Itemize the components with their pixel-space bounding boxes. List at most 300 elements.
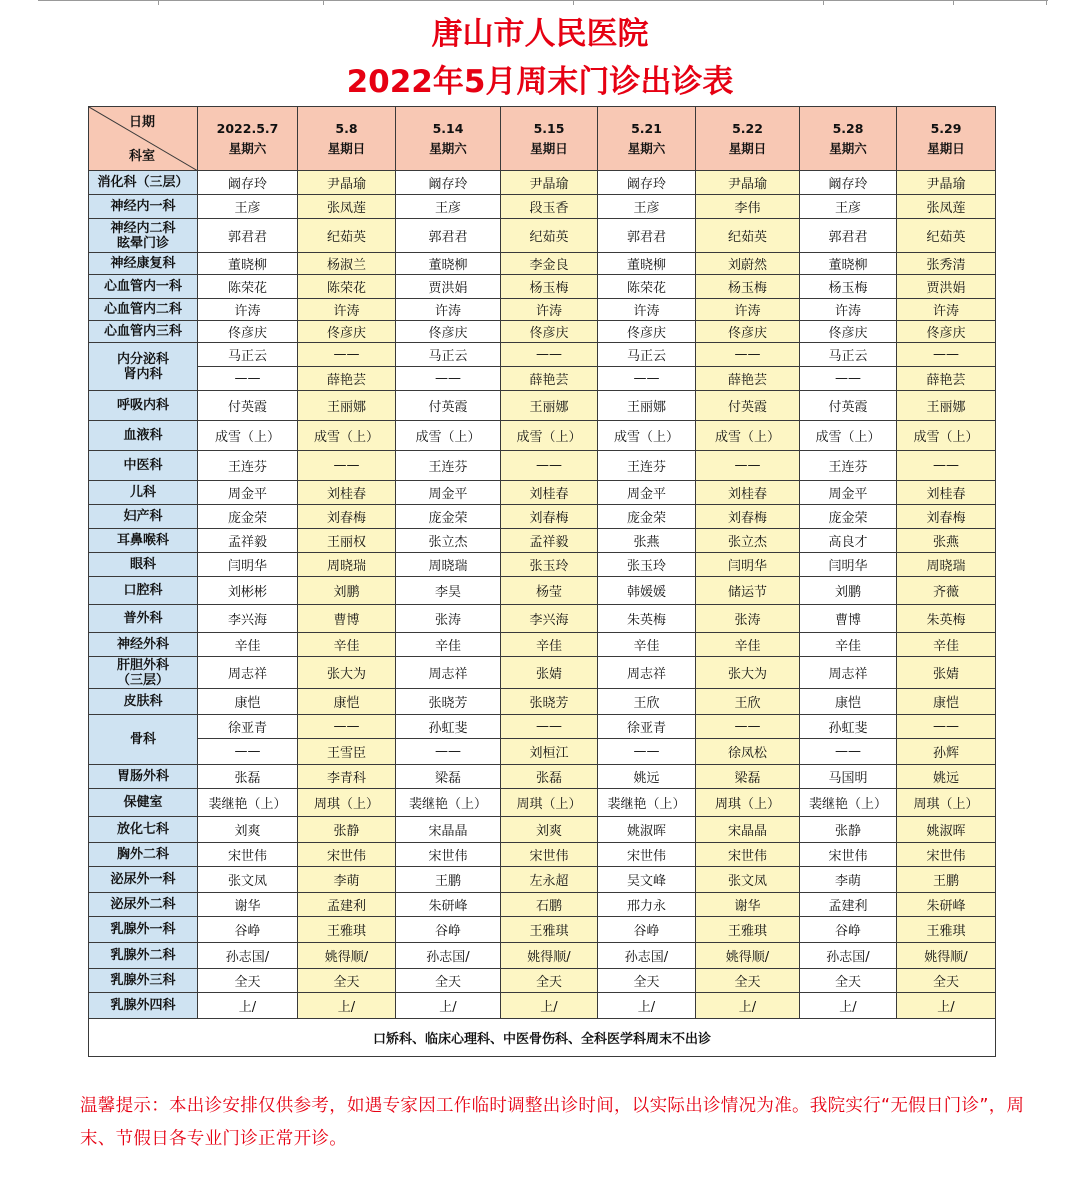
doctor-cell: 成雪（上） — [800, 421, 897, 451]
doctor-cell: 刘春梅 — [298, 505, 396, 529]
weekday-value: 星期日 — [327, 140, 366, 156]
table-row — [89, 689, 996, 715]
doctor-cell: —— — [501, 451, 598, 481]
department-cell — [89, 391, 198, 421]
doctor-cell: 马正云 — [800, 343, 897, 367]
doctor-cell: 佟彦庆 — [198, 321, 298, 343]
doctor-cell: 朱研峰 — [897, 893, 996, 917]
doctor-cell: —— — [598, 367, 696, 391]
doctor-cell: 上/ — [198, 993, 298, 1019]
department-name: 儿科 — [129, 485, 156, 500]
date-header — [501, 107, 598, 171]
table-row — [89, 969, 996, 993]
doctor-cell: 王丽娜 — [897, 391, 996, 421]
doctor-cell: 付英霞 — [800, 391, 897, 421]
doctor-cell: 杨淑兰 — [298, 253, 396, 275]
doctor-cell: 周金平 — [598, 481, 696, 505]
doctor-cell: 孙志国/ — [598, 943, 696, 969]
doctor-cell: —— — [298, 715, 396, 739]
doctor-cell: 许涛 — [598, 299, 696, 321]
doctor-cell: 尹晶瑜 — [298, 171, 396, 195]
department-cell — [89, 689, 198, 715]
doctor-cell: 刘彬彬 — [198, 577, 298, 605]
doctor-cell: 周金平 — [198, 481, 298, 505]
doctor-cell: 佟彦庆 — [897, 321, 996, 343]
doctor-cell: —— — [198, 739, 298, 765]
department-cell — [89, 321, 198, 343]
department-name: 耳鼻喉科 — [116, 533, 169, 548]
table-row — [89, 481, 996, 505]
doctor-cell: 姚远 — [897, 765, 996, 789]
doctor-cell: 王雅琪 — [897, 917, 996, 943]
doctor-cell: 刘鹏 — [298, 577, 396, 605]
date-header — [897, 107, 996, 171]
date-header — [396, 107, 501, 171]
doctor-cell: 闫明华 — [198, 553, 298, 577]
date-header — [598, 107, 696, 171]
doctor-cell: —— — [800, 367, 897, 391]
doctor-cell: 庞金荣 — [198, 505, 298, 529]
doctor-cell: 张燕 — [598, 529, 696, 553]
table-row — [89, 529, 996, 553]
doctor-cell: 王雅琪 — [501, 917, 598, 943]
doctor-cell: 王雅琪 — [696, 917, 800, 943]
doctor-cell: 李金良 — [501, 253, 598, 275]
date-value: 5.29 — [930, 120, 962, 136]
table-row — [89, 765, 996, 789]
doctor-cell: 王雪臣 — [298, 739, 396, 765]
doctor-cell: 纪茹英 — [897, 219, 996, 253]
doctor-cell: 裴继艳（上） — [198, 789, 298, 817]
doctor-cell: 姚得顺/ — [897, 943, 996, 969]
department-cell — [89, 633, 198, 657]
date-label: 日期 — [129, 115, 156, 130]
department-name: 肾内科 — [123, 366, 163, 382]
department-name: 放化七科 — [116, 822, 169, 837]
doctor-cell: 姚得顺/ — [298, 943, 396, 969]
table-row — [89, 343, 996, 367]
date-value: 5.22 — [732, 120, 763, 136]
table-row — [89, 171, 996, 195]
doctor-cell: 全天 — [298, 969, 396, 993]
warm-tip: 温馨提示：本出诊安排仅供参考，如遇专家因工作临时调整出诊时间，以实际出诊情况为准。我院实行“无假日门诊”，周末、节假日各专业门诊正常开诊。 — [80, 1096, 1025, 1149]
doctor-cell: 郭君君 — [800, 219, 897, 253]
doctor-cell: 成雪（上） — [696, 421, 800, 451]
doctor-cell: 王丽权 — [298, 529, 396, 553]
doctor-cell: 辛佳 — [501, 633, 598, 657]
department-cell — [89, 481, 198, 505]
doctor-cell: 董晓柳 — [396, 253, 501, 275]
table-row — [89, 605, 996, 633]
doctor-cell: 闫明华 — [800, 553, 897, 577]
department-cell — [89, 219, 198, 253]
doctor-cell: 孙志国/ — [396, 943, 501, 969]
doctor-cell: 王连芬 — [800, 451, 897, 481]
department-name: （三层） — [116, 672, 169, 688]
doctor-cell: 张燕 — [897, 529, 996, 553]
doctor-cell: 孙虹斐 — [800, 715, 897, 739]
department-cell — [89, 171, 198, 195]
doctor-cell: 姚淑晖 — [897, 817, 996, 843]
doctor-cell: 许涛 — [897, 299, 996, 321]
doctor-cell: 周晓瑞 — [396, 553, 501, 577]
doctor-cell: 上/ — [396, 993, 501, 1019]
doctor-cell: 刘桂春 — [897, 481, 996, 505]
table-row — [89, 993, 996, 1019]
doctor-cell: 周琪（上） — [696, 789, 800, 817]
doctor-cell: 王彦 — [598, 195, 696, 219]
doctor-cell: 马正云 — [598, 343, 696, 367]
doctor-cell: 王欣 — [598, 689, 696, 715]
department-name: 眼科 — [129, 557, 156, 572]
table-row — [89, 219, 996, 253]
doctor-cell: 张秀清 — [897, 253, 996, 275]
doctor-cell: 刘爽 — [198, 817, 298, 843]
doctor-cell: 孟祥毅 — [198, 529, 298, 553]
weekday-value: 星期六 — [228, 140, 267, 156]
doctor-cell: 尹晶瑜 — [696, 171, 800, 195]
doctor-cell: 阚存玲 — [396, 171, 501, 195]
doctor-cell: 全天 — [501, 969, 598, 993]
doctor-cell: 王雅琪 — [298, 917, 396, 943]
doctor-cell: 佟彦庆 — [396, 321, 501, 343]
doctor-cell: —— — [598, 739, 696, 765]
doctor-cell: 佟彦庆 — [800, 321, 897, 343]
footer-note: 口矫科、临床心理科、中医骨伤科、全科医学科周末不出诊 — [89, 1019, 996, 1057]
doctor-cell: 成雪（上） — [897, 421, 996, 451]
doctor-cell: 许涛 — [501, 299, 598, 321]
doctor-cell: 孟建利 — [298, 893, 396, 917]
doctor-cell: 阚存玲 — [800, 171, 897, 195]
table-row — [89, 195, 996, 219]
date-value: 5.15 — [533, 120, 565, 136]
doctor-cell: 王彦 — [396, 195, 501, 219]
table-row — [89, 421, 996, 451]
date-value: 5.8 — [335, 120, 358, 136]
doctor-cell: 佟彦庆 — [501, 321, 598, 343]
department-cell — [89, 893, 198, 917]
doctor-cell: 许涛 — [198, 299, 298, 321]
doctor-cell: 康恺 — [298, 689, 396, 715]
doctor-cell: 纪茹英 — [696, 219, 800, 253]
doctor-cell: 刘春梅 — [897, 505, 996, 529]
doctor-cell: 刘桂春 — [501, 481, 598, 505]
doctor-cell: 辛佳 — [298, 633, 396, 657]
doctor-cell: 许涛 — [396, 299, 501, 321]
doctor-cell: 闫明华 — [696, 553, 800, 577]
doctor-cell: 全天 — [696, 969, 800, 993]
doctor-cell: 阚存玲 — [198, 171, 298, 195]
doctor-cell: 韩媛媛 — [598, 577, 696, 605]
date-value: 2022.5.7 — [216, 120, 279, 136]
doctor-cell: 宋世伟 — [598, 843, 696, 867]
doctor-cell: 周志祥 — [800, 657, 897, 689]
doctor-cell: 周志祥 — [598, 657, 696, 689]
doctor-cell: 上/ — [800, 993, 897, 1019]
doctor-cell: 姚得顺/ — [501, 943, 598, 969]
doctor-cell: 许涛 — [696, 299, 800, 321]
doctor-cell: 全天 — [396, 969, 501, 993]
doctor-cell: 杨玉梅 — [696, 275, 800, 299]
doctor-cell: 王欣 — [696, 689, 800, 715]
doctor-cell: 徐凤松 — [696, 739, 800, 765]
department-name: 肝胆外科 — [116, 657, 169, 673]
department-name: 神经外科 — [116, 637, 169, 652]
doctor-cell: 付英霞 — [696, 391, 800, 421]
department-cell — [89, 943, 198, 969]
doctor-cell: 刘蔚然 — [696, 253, 800, 275]
doctor-cell: 周金平 — [396, 481, 501, 505]
doctor-cell: 曹博 — [298, 605, 396, 633]
doctor-cell: 姚淑晖 — [598, 817, 696, 843]
doctor-cell: 谷峥 — [800, 917, 897, 943]
department-name: 眩晕门诊 — [116, 235, 169, 251]
doctor-cell: 李昊 — [396, 577, 501, 605]
department-cell — [89, 343, 198, 391]
department-cell — [89, 253, 198, 275]
doctor-cell: 谷峥 — [598, 917, 696, 943]
table-row — [89, 817, 996, 843]
doctor-cell: 谷峥 — [396, 917, 501, 943]
doctor-cell: 孙辉 — [897, 739, 996, 765]
doctor-cell: 王丽娜 — [501, 391, 598, 421]
date-header — [696, 107, 800, 171]
doctor-cell: 董晓柳 — [198, 253, 298, 275]
date-header — [298, 107, 396, 171]
doctor-cell: 张凤莲 — [298, 195, 396, 219]
doctor-cell: 陈荣花 — [198, 275, 298, 299]
doctor-cell: 康恺 — [800, 689, 897, 715]
department-name: 乳腺外三科 — [110, 973, 176, 988]
doctor-cell: 张晓芳 — [396, 689, 501, 715]
department-cell — [89, 421, 198, 451]
doctor-cell: 孟祥毅 — [501, 529, 598, 553]
doctor-cell: 孟建利 — [800, 893, 897, 917]
table-row — [89, 843, 996, 867]
department-cell — [89, 993, 198, 1019]
doctor-cell: 刘鹏 — [800, 577, 897, 605]
table-row — [89, 633, 996, 657]
doctor-cell: 周琪（上） — [897, 789, 996, 817]
weekday-value: 星期日 — [728, 140, 767, 156]
doctor-cell: 李兴海 — [501, 605, 598, 633]
date-header — [800, 107, 897, 171]
doctor-cell: 谢华 — [198, 893, 298, 917]
date-value: 5.21 — [631, 120, 662, 136]
department-cell — [89, 577, 198, 605]
doctor-cell: 全天 — [598, 969, 696, 993]
doctor-cell: 张婧 — [897, 657, 996, 689]
doctor-cell: 成雪（上） — [198, 421, 298, 451]
department-cell — [89, 843, 198, 867]
department-cell — [89, 529, 198, 553]
doctor-cell: 郭君君 — [598, 219, 696, 253]
doctor-cell: 朱英梅 — [897, 605, 996, 633]
doctor-cell: 齐薇 — [897, 577, 996, 605]
doctor-cell: 尹晶瑜 — [501, 171, 598, 195]
department-cell — [89, 605, 198, 633]
doctor-cell: 姚远 — [598, 765, 696, 789]
doctor-cell: 上/ — [696, 993, 800, 1019]
doctor-cell: 李萌 — [298, 867, 396, 893]
doctor-cell: 贾洪娟 — [897, 275, 996, 299]
doctor-cell: 宋世伟 — [501, 843, 598, 867]
doctor-cell: 张立杰 — [696, 529, 800, 553]
doctor-cell: 成雪（上） — [298, 421, 396, 451]
department-name: 皮肤科 — [123, 694, 163, 709]
date-value: 5.28 — [832, 120, 864, 136]
doctor-cell: 张大为 — [298, 657, 396, 689]
doctor-cell: 张磊 — [198, 765, 298, 789]
doctor-cell: —— — [396, 367, 501, 391]
doctor-cell: 王连芬 — [598, 451, 696, 481]
doctor-cell: 康恺 — [897, 689, 996, 715]
doctor-cell: 邢力永 — [598, 893, 696, 917]
doctor-cell: 马正云 — [396, 343, 501, 367]
doctor-cell: 王丽娜 — [298, 391, 396, 421]
doctor-cell: 许涛 — [298, 299, 396, 321]
doctor-cell: 张大为 — [696, 657, 800, 689]
weekday-value: 星期日 — [927, 140, 965, 156]
department-name: 消化科（三层） — [97, 175, 189, 190]
doctor-cell: 宋世伟 — [800, 843, 897, 867]
doctor-cell: —— — [298, 451, 396, 481]
date-header — [198, 107, 298, 171]
department-name: 呼吸内科 — [116, 398, 169, 413]
doctor-cell: 周琪（上） — [298, 789, 396, 817]
table-row — [89, 577, 996, 605]
doctor-cell: 辛佳 — [897, 633, 996, 657]
doctor-cell: 朱英梅 — [598, 605, 696, 633]
table-row — [89, 321, 996, 343]
doctor-cell: —— — [501, 715, 598, 739]
doctor-cell: 周晓瑞 — [298, 553, 396, 577]
doctor-cell: 董晓柳 — [598, 253, 696, 275]
doctor-cell: 辛佳 — [598, 633, 696, 657]
doctor-cell: 贾洪娟 — [396, 275, 501, 299]
department-name: 胃肠外科 — [116, 769, 169, 784]
table-row — [89, 657, 996, 689]
doctor-cell: 张玉玲 — [598, 553, 696, 577]
doctor-cell: 刘春梅 — [696, 505, 800, 529]
doctor-cell: 薛艳芸 — [897, 367, 996, 391]
doctor-cell: 李伟 — [696, 195, 800, 219]
header-corner — [89, 107, 198, 171]
doctor-cell: 张玉玲 — [501, 553, 598, 577]
doctor-cell: 曹博 — [800, 605, 897, 633]
doctor-cell: 张静 — [298, 817, 396, 843]
doctor-cell: 薛艳芸 — [298, 367, 396, 391]
table-row — [89, 789, 996, 817]
doctor-cell: 周志祥 — [198, 657, 298, 689]
doctor-cell: —— — [298, 343, 396, 367]
doctor-cell: 庞金荣 — [396, 505, 501, 529]
doctor-cell: 王连芬 — [198, 451, 298, 481]
doctor-cell: 张涛 — [396, 605, 501, 633]
doctor-cell: 孙虹斐 — [396, 715, 501, 739]
doctor-cell: 上/ — [298, 993, 396, 1019]
doctor-cell: 纪茹英 — [298, 219, 396, 253]
doctor-cell: 张文凤 — [696, 867, 800, 893]
doctor-cell: 上/ — [897, 993, 996, 1019]
doctor-cell: 张婧 — [501, 657, 598, 689]
doctor-cell: 谢华 — [696, 893, 800, 917]
doctor-cell: 薛艳芸 — [696, 367, 800, 391]
doctor-cell: 宋世伟 — [696, 843, 800, 867]
doctor-cell: 上/ — [598, 993, 696, 1019]
doctor-cell: 宋晶晶 — [396, 817, 501, 843]
doctor-cell: —— — [897, 451, 996, 481]
department-cell — [89, 817, 198, 843]
doctor-cell: 张静 — [800, 817, 897, 843]
weekday-value: 星期六 — [627, 140, 666, 156]
department-name: 血液科 — [123, 428, 163, 443]
doctor-cell: 上/ — [501, 993, 598, 1019]
doctor-cell: 储运节 — [696, 577, 800, 605]
doctor-cell: —— — [897, 715, 996, 739]
doctor-cell: 辛佳 — [198, 633, 298, 657]
doctor-cell: 周金平 — [800, 481, 897, 505]
department-name: 心血管内三科 — [103, 324, 182, 339]
doctor-cell: 阚存玲 — [598, 171, 696, 195]
doctor-cell: 周晓瑞 — [897, 553, 996, 577]
department-cell — [89, 299, 198, 321]
doctor-cell: 李萌 — [800, 867, 897, 893]
table-row — [89, 391, 996, 421]
doctor-cell: 刘爽 — [501, 817, 598, 843]
doctor-cell: 张晓芳 — [501, 689, 598, 715]
weekday-value: 星期六 — [429, 140, 467, 156]
doctor-cell: —— — [198, 367, 298, 391]
department-name: 神经康复科 — [110, 256, 176, 271]
doctor-cell: 郭君君 — [396, 219, 501, 253]
table-row — [89, 553, 996, 577]
doctor-cell: 张磊 — [501, 765, 598, 789]
department-cell — [89, 917, 198, 943]
weekday-value: 星期日 — [530, 140, 568, 156]
doctor-cell: 裴继艳（上） — [800, 789, 897, 817]
doctor-cell: 张文凤 — [198, 867, 298, 893]
doctor-cell: 王鹏 — [897, 867, 996, 893]
doctor-cell: —— — [696, 451, 800, 481]
doctor-cell: 裴继艳（上） — [598, 789, 696, 817]
doctor-cell: 薛艳芸 — [501, 367, 598, 391]
department-name: 骨科 — [129, 732, 156, 747]
doctor-cell: —— — [396, 739, 501, 765]
doctor-cell: 吴文峰 — [598, 867, 696, 893]
department-cell — [89, 765, 198, 789]
department-cell — [89, 451, 198, 481]
doctor-cell: 付英霞 — [396, 391, 501, 421]
department-cell — [89, 789, 198, 817]
department-name: 妇产科 — [123, 509, 163, 524]
doctor-cell: 宋世伟 — [198, 843, 298, 867]
doctor-cell: —— — [800, 739, 897, 765]
department-name: 乳腺外四科 — [110, 998, 176, 1013]
doctor-cell: 佟彦庆 — [696, 321, 800, 343]
doctor-cell: 宋晶晶 — [696, 817, 800, 843]
table-row — [89, 893, 996, 917]
doctor-cell: 陈荣花 — [598, 275, 696, 299]
doctor-cell: —— — [696, 715, 800, 739]
department-cell — [89, 275, 198, 299]
doctor-cell: 王鹏 — [396, 867, 501, 893]
department-name: 乳腺外一科 — [110, 922, 176, 937]
department-name: 心血管内二科 — [103, 302, 182, 317]
doctor-cell: 刘桂春 — [696, 481, 800, 505]
table-row — [89, 367, 996, 391]
doctor-cell: 王彦 — [198, 195, 298, 219]
